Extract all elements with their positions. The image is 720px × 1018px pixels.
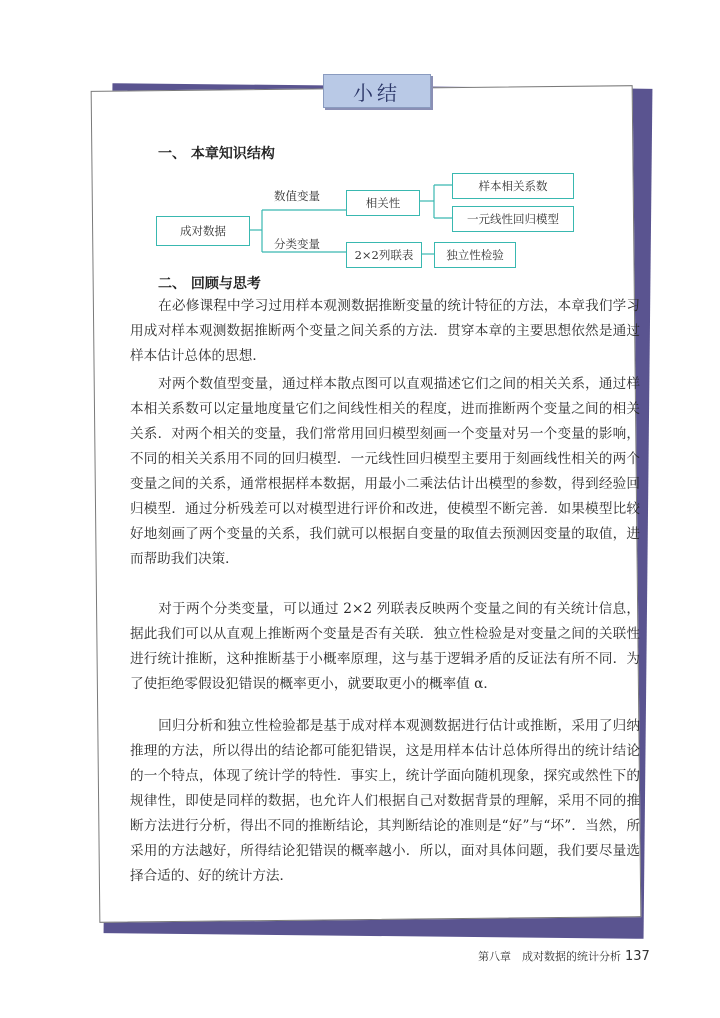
diagram-node-independence-test: 独立性检验 — [434, 242, 516, 268]
paragraph-4 — [130, 714, 640, 889]
paragraph-3 — [130, 597, 640, 697]
paragraph-1-text: 在必修课程中学习过用样本观测数据推断变量的统计特征的方法，本章我们学习用成对样本观测数据推断两个变量之间关系的方法．贯穿本章的主要思想依然是通过样本估计总体的思想． — [130, 298, 640, 364]
page-number: 137 — [625, 949, 650, 964]
diagram-node-paired-data: 成对数据 — [156, 216, 250, 246]
diagram-node-linear-regression: 一元线性回归模型 — [452, 206, 574, 232]
paragraph-1 — [130, 294, 640, 369]
footer-chapter: 第八章 成对数据的统计分析 — [478, 950, 621, 963]
diagram-label-categorical: 分类变量 — [274, 237, 320, 251]
section-heading-structure: 一、 本章知识结构 — [158, 146, 275, 162]
page-title: 小结 — [323, 74, 431, 108]
paragraph-4-text: 回归分析和独立性检验都是基于成对样本观测数据进行估计或推断，采用了归纳推理的方法，所以得出的结论都可能犯错误，这是用样本估计总体所得出的统计结论的一个特点，体现了统计学的特性．事实上，统计学面向随机现象，探究或然性下的规律性，即使是同样的数据，也允许人们根据自己对数据背景的理解，采用不同的推断方法进行分析，得出不同的推断结论，其判断结论的准则是“好”与“坏”．当然，所采用的方法越好，所得结论犯错误的概率越小．所以，面对具体问题，我们要尽量选择合适的、好的统计方法． — [130, 718, 640, 884]
knowledge-structure-diagram — [150, 170, 590, 270]
section-heading-review: 二、 回顾与思考 — [158, 276, 261, 292]
paragraph-3-text: 对于两个分类变量，可以通过 2×2 列联表反映两个变量之间的有关统计信息，据此我们可以从直观上推断两个变量是否有关联．独立性检验是对变量之间的关联性进行统计推断，这种推断基于小概率原理，这与基于逻辑矛盾的反证法有所不同．为了使拒绝零假设犯错误的概率更小，就要取更小的概率值 α． — [130, 601, 640, 692]
diagram-label-numeric: 数值变量 — [274, 189, 320, 203]
page-footer — [478, 948, 650, 964]
diagram-node-contingency-table: 2×2列联表 — [346, 242, 422, 268]
diagram-node-correlation: 相关性 — [346, 190, 420, 216]
diagram-node-sample-correlation: 样本相关系数 — [452, 173, 574, 199]
paragraph-2-text: 对两个数值型变量，通过样本散点图可以直观描述它们之间的相关关系，通过样本相关系数可以定量地度量它们之间线性相关的程度，进而推断两个变量之间的相关关系．对两个相关的变量，我们常常用回归模型刻画一个变量对另一个变量的影响，不同的相关关系用不同的回归模型．一元线性回归模型主要用于刻画线性相关的两个变量之间的关系，通常根据样本数据，用最小二乘法估计出模型的参数，得到经验回归模型．通过分析残差可以对模型进行评价和改进，使模型不断完善．如果模型比较好地刻画了两个变量的关系，我们就可以根据自变量的取值去预测因变量的取值，进而帮助我们决策． — [130, 376, 640, 567]
paragraph-2 — [130, 372, 640, 572]
